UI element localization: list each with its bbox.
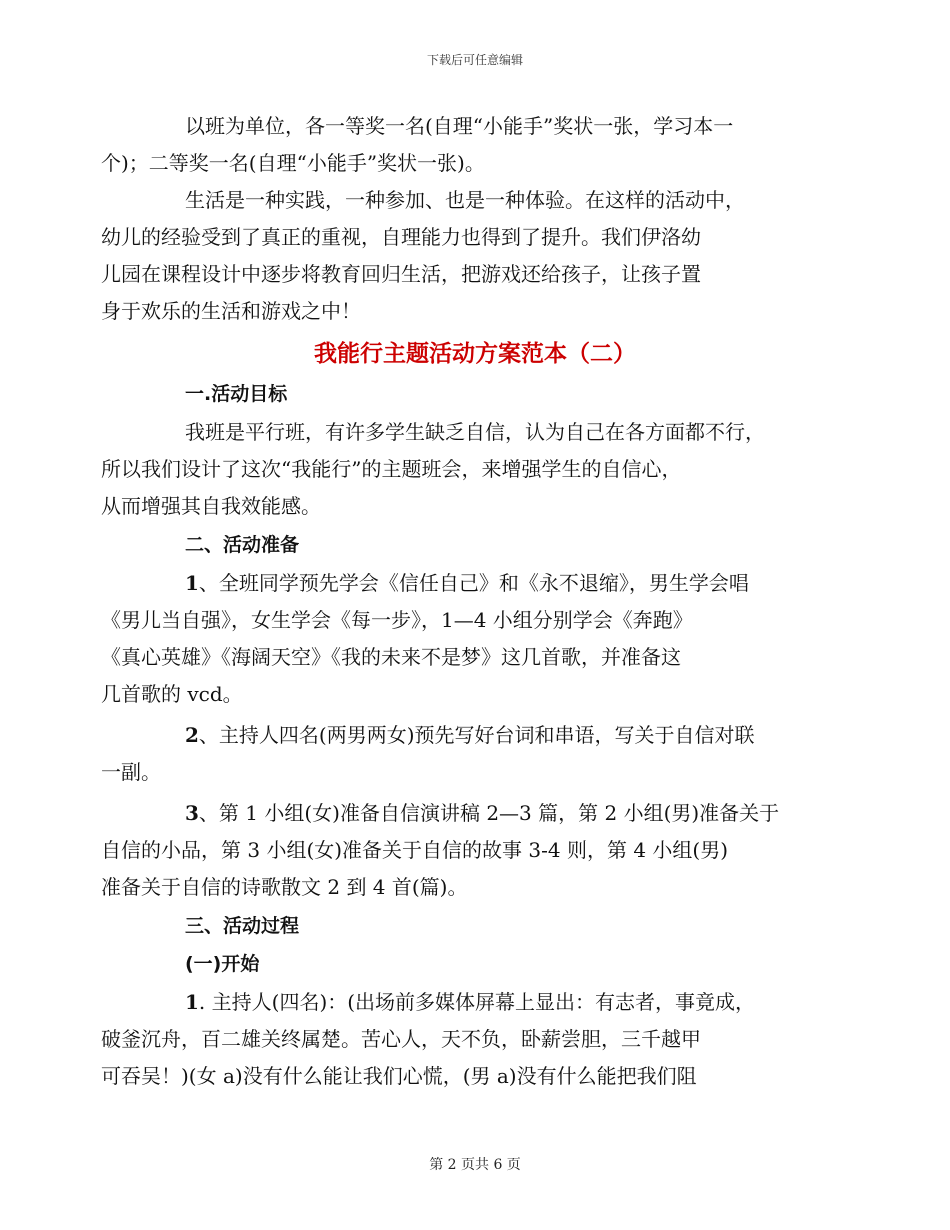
item-text: 、全班同学预先学会《信任自己》和《永不退缩》，男生学会唱: [198, 571, 749, 595]
item-number: 3: [185, 801, 199, 825]
paragraph-line: 可吞吴！)(女 a)没有什么能让我们心慌，(男 a)没有什么能把我们阻: [101, 1064, 697, 1088]
heading-process: 三、活动过程: [185, 915, 300, 937]
paragraph-line: [143, 984, 807, 1021]
paragraph-line: 一副。: [101, 760, 161, 784]
heading-preparation: 二、活动准备: [185, 534, 300, 556]
paragraph-process-1: [101, 984, 807, 1095]
paragraph-line: 自信的小品，第 3 小组(女)准备关于自信的故事 3-4 则，第 4 小组(男): [101, 838, 729, 862]
paragraph-life: [101, 182, 807, 330]
item-text: . 主持人(四名)：(出场前多媒体屏幕上显出：有志者，事竟成，: [198, 990, 756, 1014]
paragraph-line: 几首歌的 vcd。: [101, 682, 243, 706]
paragraph-line: 《真心英雄》《海阔天空》《我的未来不是梦》这几首歌，并准备这: [101, 645, 681, 669]
section-title: 我能行主题活动方案范本（二）: [314, 341, 636, 367]
heading-start: (一)开始: [185, 953, 260, 975]
paragraph-line: 准备关于自信的诗歌散文 2 到 4 首(篇)。: [101, 875, 468, 899]
paragraph-line: 个)；二等奖一名(自理“小能手”奖状一张)。: [101, 151, 485, 175]
paragraph-line: 从而增强其自我效能感。: [101, 494, 321, 518]
paragraph-line: 以班为单位，各一等奖一名(自理“小能手”奖状一张，学习本一: [185, 114, 734, 138]
paragraph-goal: [101, 414, 807, 525]
paragraph-line: 我班是平行班，有许多学生缺乏自信，认为自己在各方面都不行，: [185, 420, 765, 444]
item-text: 、主持人四名(两男两女)预先写好台词和串语，写关于自信对联: [198, 723, 755, 747]
paragraph-line: [143, 565, 807, 602]
paragraph-line: [143, 795, 807, 832]
paragraph-line: [143, 717, 807, 754]
paragraph-award: [101, 108, 807, 182]
paragraph-line: 所以我们设计了这次“我能行”的主题班会，来增强学生的自信心，: [101, 457, 682, 481]
page-footer: 第 2 页共 6 页: [429, 1157, 521, 1173]
item-text: 、第 1 小组(女)准备自信演讲稿 2—3 篇，第 2 小组(男)准备关于: [198, 801, 780, 825]
paragraph-line: 破釜沉舟，百二雄关终属楚。苦心人，天不负，卧薪尝胆，三千越甲: [101, 1027, 701, 1051]
heading-goal: 一.活动目标: [185, 383, 288, 405]
paragraph-line: 儿园在课程设计中逐步将教育回归生活，把游戏还给孩子，让孩子置: [101, 262, 701, 286]
item-number: 2: [185, 723, 199, 747]
item-number: 1: [185, 571, 199, 595]
paragraph-prep-2: [101, 717, 807, 791]
paragraph-line: 身于欢乐的生活和游戏之中！: [101, 299, 361, 323]
page-header: 下载后可任意编辑: [426, 53, 523, 67]
item-number: 1: [185, 990, 199, 1014]
document-body: [101, 108, 807, 1095]
paragraph-line: 生活是一种实践，一种参加、也是一种体验。在这样的活动中，: [185, 188, 745, 212]
paragraph-line: 幼儿的经验受到了真正的重视，自理能力也得到了提升。我们伊洛幼: [101, 225, 701, 249]
paragraph-prep-3: [101, 795, 807, 906]
paragraph-prep-1: [101, 565, 807, 713]
paragraph-line: 《男儿当自强》，女生学会《每一步》，1—4 小组分别学会《奔跑》: [101, 608, 693, 632]
